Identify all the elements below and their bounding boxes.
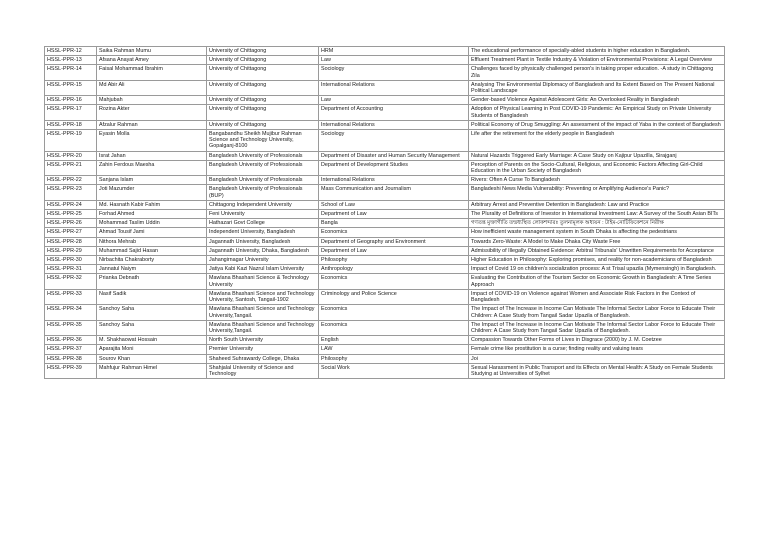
paper-id-cell: HSSL-PPR-38 (45, 354, 97, 363)
paper-title-cell: গণতন্ত্র মুক্তাগীতি তন্মধ্যস্থিত লোকশব্দারঃ তুলনামূলক অধ্যয়ন : টাইম-নোটিফিকেশনে নিরীক্ষ (469, 219, 725, 228)
paper-title-cell: Analysing The Environmental Diplomacy of Bangladesh and Its Extent Based on The Present National Political Landscape (469, 80, 725, 95)
table-row (45, 65, 725, 80)
author-name-cell: Rozina Akter (97, 105, 207, 120)
author-name-cell: Saika Rahman Mumu (97, 47, 207, 56)
institution-cell: Shaheed Suhrawardy College, Dhaka (207, 354, 319, 363)
department-cell: Philosophy (319, 354, 469, 363)
author-name-cell: Nasif Sadik (97, 289, 207, 304)
paper-title-cell: The Impact of The Increase in Income Can Motivate The Informal Sector Labor Force to Educate Their Children: A Case Study from Tangail Sadar Upazila of Bangladesh. (469, 305, 725, 320)
table-row (45, 80, 725, 95)
department-cell: Sociology (319, 130, 469, 152)
paper-title-cell: Challenges faced by physically challenged person's in taking proper education. -A study in Chittagong Zila (469, 65, 725, 80)
institution-cell: Bangladesh University of Professionals (207, 151, 319, 160)
department-cell: Economics (319, 320, 469, 335)
paper-id-cell: HSSL-PPR-27 (45, 228, 97, 237)
paper-id-cell: HSSL-PPR-25 (45, 210, 97, 219)
author-name-cell: Jannatul Naiym (97, 265, 207, 274)
paper-id-cell: HSSL-PPR-23 (45, 185, 97, 200)
author-name-cell: Mahjubah (97, 96, 207, 105)
paper-title-cell: Towards Zero-Waste: A Model to Make Dhaka City Waste Free (469, 237, 725, 246)
paper-title-cell: Natural Hazards Triggered Early Marriage: A Case Study on Kajipur Upazilla, Sirajganj (469, 151, 725, 160)
paper-id-cell: HSSL-PPR-31 (45, 265, 97, 274)
table-row (45, 289, 725, 304)
institution-cell: University of Chittagong (207, 65, 319, 80)
author-name-cell: Afsana Anayat Amey (97, 56, 207, 65)
table-row (45, 274, 725, 289)
table-row (45, 96, 725, 105)
table-row (45, 228, 725, 237)
paper-title-cell: Sexual Harassment in Public Transport and its Effects on Mental Health: A Study on Female Students Studying at Universities of Sylhet (469, 363, 725, 378)
institution-cell: Bangladesh University of Professionals (207, 160, 319, 175)
table-row (45, 210, 725, 219)
paper-title-cell: The Plurality of Definitions of Investor in International Investment Law: A Survey of the South Asian BITs (469, 210, 725, 219)
author-name-cell: Muhammad Sajid Hasan (97, 246, 207, 255)
department-cell: Criminology and Police Science (319, 289, 469, 304)
department-cell: Department of Development Studies (319, 160, 469, 175)
paper-id-cell: HSSL-PPR-32 (45, 274, 97, 289)
table-row (45, 56, 725, 65)
table-row (45, 47, 725, 56)
paper-id-cell: HSSL-PPR-30 (45, 256, 97, 265)
institution-cell: Mawlana Bhashani Science and Technology University,Tangail. (207, 320, 319, 335)
table-row (45, 265, 725, 274)
department-cell: Sociology (319, 65, 469, 80)
author-name-cell: Sourov Khan (97, 354, 207, 363)
paper-id-cell: HSSL-PPR-14 (45, 65, 97, 80)
department-cell: School of Law (319, 200, 469, 209)
paper-title-cell: Rivers: Often A Curse To Bangladesh (469, 176, 725, 185)
institution-cell: Jatiya Kabi Kazi Nazrul Islam University (207, 265, 319, 274)
paper-title-cell: Joi (469, 354, 725, 363)
author-name-cell: Faisal Mohammad Ibrahim (97, 65, 207, 80)
author-name-cell: Nirbachita Chakraborty (97, 256, 207, 265)
paper-title-cell: Impact of Covid 19 on children's socialization process: A st Trisal upazila (Mymensingh) in Bangladesh. (469, 265, 725, 274)
table-row (45, 105, 725, 120)
author-name-cell: Israt Jahan (97, 151, 207, 160)
paper-id-cell: HSSL-PPR-24 (45, 200, 97, 209)
institution-cell: University of Chittagong (207, 47, 319, 56)
paper-title-cell: Evaluating the Contribution of the Tourism Sector on Economic Growth in Bangladesh: A Time Series Approach (469, 274, 725, 289)
paper-id-cell: HSSL-PPR-26 (45, 219, 97, 228)
paper-id-cell: HSSL-PPR-35 (45, 320, 97, 335)
department-cell: Social Work (319, 363, 469, 378)
table-row (45, 185, 725, 200)
paper-id-cell: HSSL-PPR-37 (45, 345, 97, 354)
paper-title-cell: Arbitrary Arrest and Preventive Detention in Bangladesh: Law and Practice (469, 200, 725, 209)
department-cell: Department of Law (319, 246, 469, 255)
department-cell: Department of Accounting (319, 105, 469, 120)
table-row (45, 200, 725, 209)
institution-cell: Mawlana Bhashani Science and Technology University,Tangail. (207, 305, 319, 320)
table-row (45, 336, 725, 345)
institution-cell: Premier University (207, 345, 319, 354)
table-row (45, 151, 725, 160)
department-cell: Economics (319, 228, 469, 237)
author-name-cell: Mahfujur Rahman Himel (97, 363, 207, 378)
paper-title-cell: Bangladeshi News Media Vulnerability: Preventing or Amplifying Audience's Panic? (469, 185, 725, 200)
department-cell: Department of Law (319, 210, 469, 219)
paper-title-cell: Effluent Treatment Plant in Textile Industry & Violation of Environmental Provisions: A Legal Overview (469, 56, 725, 65)
table-row (45, 354, 725, 363)
table-row (45, 237, 725, 246)
author-name-cell: Afzalur Rahman (97, 120, 207, 129)
department-cell: Anthropology (319, 265, 469, 274)
author-name-cell: M. Shakhaowat Hossain (97, 336, 207, 345)
paper-id-cell: HSSL-PPR-15 (45, 80, 97, 95)
institution-cell: Bangladesh University of Professionals (BUP) (207, 185, 319, 200)
paper-title-cell: Compassion Towards Other Forms of Lives in Disgrace (2000) by J. M. Coetzee (469, 336, 725, 345)
institution-cell: University of Chittagong (207, 96, 319, 105)
department-cell: International Relations (319, 120, 469, 129)
table-row (45, 345, 725, 354)
paper-id-cell: HSSL-PPR-18 (45, 120, 97, 129)
paper-title-cell: Impact of COVID-19 on Violence against Women and Associate Risk Factors in the Context of Bangladesh (469, 289, 725, 304)
paper-id-cell: HSSL-PPR-39 (45, 363, 97, 378)
institution-cell: Jagannath University, Bangladesh (207, 237, 319, 246)
institution-cell: Mawlana Bhashani Science and Technology University, Santosh, Tangail-1902 (207, 289, 319, 304)
paper-title-cell: Political Economy of Drug Smuggling: An assessment of the impact of Yaba in the context of Bangladesh (469, 120, 725, 129)
table-row (45, 219, 725, 228)
table-row (45, 363, 725, 378)
department-cell: Philosophy (319, 256, 469, 265)
author-name-cell: Md Abir Ali (97, 80, 207, 95)
paper-title-cell: Perception of Parents on the Socio-Cultural, Religious, and Economic Factors Affecting Girl-Child Education in the Urban Society of Bangladesh (469, 160, 725, 175)
table-row (45, 246, 725, 255)
paper-title-cell: Life after the retirement for the elderly people in Bangladesh (469, 130, 725, 152)
table-body (45, 47, 725, 379)
paper-id-cell: HSSL-PPR-17 (45, 105, 97, 120)
department-cell: Law (319, 96, 469, 105)
institution-cell: Chittagong Independent University (207, 200, 319, 209)
department-cell: Bangla (319, 219, 469, 228)
department-cell: International Relations (319, 176, 469, 185)
institution-cell: University of Chittagong (207, 105, 319, 120)
author-name-cell: Prianka Debnath (97, 274, 207, 289)
participant-table (44, 46, 724, 379)
paper-title-cell: Higher Education in Philosophy: Exploring promises, and reality for non-academicians of Bangladesh (469, 256, 725, 265)
paper-id-cell: HSSL-PPR-22 (45, 176, 97, 185)
department-cell: English (319, 336, 469, 345)
institution-cell: Hathazari Govt College (207, 219, 319, 228)
author-name-cell: Aparajita Moni (97, 345, 207, 354)
paper-title-cell: Female crime like prostitution is a curse; finding reality and valuing tears (469, 345, 725, 354)
paper-title-cell: How inefficient waste management system in South Dhaka is affecting the pedestrians (469, 228, 725, 237)
author-name-cell: Joti Mazumder (97, 185, 207, 200)
institution-cell: Jahangirnagar University (207, 256, 319, 265)
institution-cell: University of Chittagong (207, 120, 319, 129)
paper-id-cell: HSSL-PPR-12 (45, 47, 97, 56)
institution-cell: Mawlana Bhashani Science & Technology University (207, 274, 319, 289)
paper-title-cell: The educational performance of specially-abled students in higher education in Bangladesh. (469, 47, 725, 56)
table-row (45, 130, 725, 152)
institution-cell: Jagannath University, Dhaka, Bangladesh (207, 246, 319, 255)
paper-id-cell: HSSL-PPR-19 (45, 130, 97, 152)
paper-id-cell: HSSL-PPR-16 (45, 96, 97, 105)
paper-title-cell: Adoption of Physical Learning in Post COVID-19 Pandemic: An Empirical Study on Private University Students of Bangladesh (469, 105, 725, 120)
institution-cell: Independent University, Bangladesh (207, 228, 319, 237)
institution-cell: Shahjalal University of Science and Technology (207, 363, 319, 378)
author-name-cell: Ahmad Tousif Jami (97, 228, 207, 237)
paper-id-cell: HSSL-PPR-21 (45, 160, 97, 175)
table-row (45, 160, 725, 175)
paper-id-cell: HSSL-PPR-20 (45, 151, 97, 160)
author-name-cell: Sanchoy Saha (97, 320, 207, 335)
department-cell: Law (319, 56, 469, 65)
paper-title-cell: Admissibility of Illegally Obtained Evidence: Arbitral Tribunals' Unwritten Requirements for Acceptance (469, 246, 725, 255)
author-name-cell: Sanchoy Saha (97, 305, 207, 320)
table-row (45, 305, 725, 320)
department-cell: HRM (319, 47, 469, 56)
paper-id-cell: HSSL-PPR-33 (45, 289, 97, 304)
paper-list-table (44, 46, 725, 379)
institution-cell: Bangabandhu Sheikh Mujibur Rahman Science and Technology University, Gopalganj-8100 (207, 130, 319, 152)
paper-id-cell: HSSL-PPR-36 (45, 336, 97, 345)
author-name-cell: Md. Hasnath Kabir Fahim (97, 200, 207, 209)
institution-cell: University of Chittagong (207, 80, 319, 95)
paper-id-cell: HSSL-PPR-28 (45, 237, 97, 246)
department-cell: Department of Disaster and Human Security Management (319, 151, 469, 160)
department-cell: Department of Geography and Environment (319, 237, 469, 246)
department-cell: Economics (319, 274, 469, 289)
department-cell: Economics (319, 305, 469, 320)
author-name-cell: Mohammad Taslim Uddin (97, 219, 207, 228)
department-cell: International Relations (319, 80, 469, 95)
paper-id-cell: HSSL-PPR-13 (45, 56, 97, 65)
institution-cell: North South University (207, 336, 319, 345)
institution-cell: Feni University (207, 210, 319, 219)
table-row (45, 320, 725, 335)
paper-id-cell: HSSL-PPR-29 (45, 246, 97, 255)
author-name-cell: Eyasin Molla (97, 130, 207, 152)
department-cell: Mass Communication and Journalism (319, 185, 469, 200)
paper-id-cell: HSSL-PPR-34 (45, 305, 97, 320)
author-name-cell: Forhad Ahmed (97, 210, 207, 219)
author-name-cell: Nithora Mehrab (97, 237, 207, 246)
paper-title-cell: Gender-based Violence Against Adolescent Girls: An Overlooked Reality in Bangladesh (469, 96, 725, 105)
table-row (45, 256, 725, 265)
institution-cell: University of Chittagong (207, 56, 319, 65)
department-cell: LAW (319, 345, 469, 354)
table-row (45, 120, 725, 129)
institution-cell: Bangladesh University of Professionals (207, 176, 319, 185)
table-row (45, 176, 725, 185)
author-name-cell: Zahin Ferdous Maesha (97, 160, 207, 175)
paper-title-cell: The Impact of The Increase in Income Can Motivate The Informal Sector Labor Force to Educate Their Children: A Case Study from Tangail Sadar Upazila of Bangladesh. (469, 320, 725, 335)
author-name-cell: Sanjana Islam (97, 176, 207, 185)
